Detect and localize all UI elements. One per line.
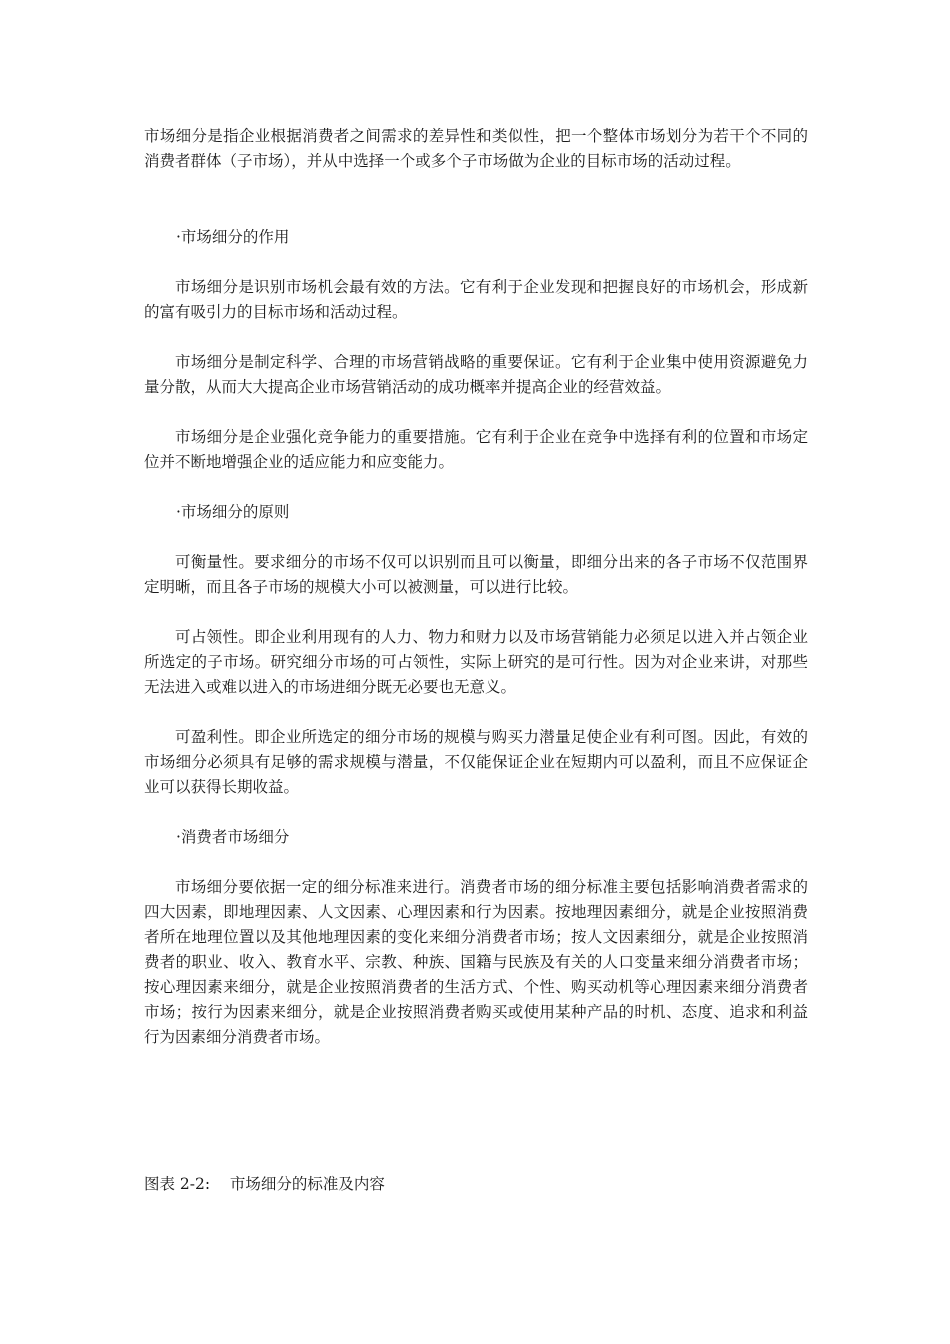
intro-paragraph: 市场细分是指企业根据消费者之间需求的差异性和类似性，把一个整体市场划分为若干个不同的消费者群体（子市场），并从中选择一个或多个子市场做为企业的目标市场的活动过程。 <box>144 127 808 170</box>
principle-paragraph-measurable: 可衡量性。要求细分的市场不仅可以识别而且可以衡量，即细分出来的各子市场不仅范围界定明晰，而且各子市场的规模大小可以被测量，可以进行比较。 <box>144 553 808 596</box>
role-paragraph-1: 市场细分是识别市场机会最有效的方法。它有利于企业发现和把握良好的市场机会，形成新的富有吸引力的目标市场和活动过程。 <box>144 278 808 321</box>
principle-paragraph-profitable: 可盈利性。即企业所选定的细分市场的规模与购买力潜量足使企业有利可图。因此，有效的市场细分必须具有足够的需求规模与潜量，不仅能保证企业在短期内可以盈利，而且不应保证企业可以获得长期收益。 <box>144 728 808 796</box>
role-paragraph-3: 市场细分是企业强化竞争能力的重要措施。它有利于企业在竞争中选择有利的位置和市场定位并不断地增强企业的适应能力和应变能力。 <box>144 428 808 471</box>
role-paragraph-2: 市场细分是制定科学、合理的市场营销战略的重要保证。它有利于企业集中使用资源避免力量分散，从而大大提高企业市场营销活动的成功概率并提高企业的经营效益。 <box>144 353 808 396</box>
consumer-paragraph: 市场细分要依据一定的细分标准来进行。消费者市场的细分标准主要包括影响消费者需求的四大因素，即地理因素、人文因素、心理因素和行为因素。按地理因素细分，就是企业按照消费者所在地理位置以及其他地理因素的变化来细分消费者市场；按人文因素细分，就是企业按照消费者的职业、收入、教育水平、宗教、种族、国籍与民族及有关的人口变量来细分消费者市场；按心理因素来细分，就是企业按照消费者的生活方式、个性、购买动机等心理因素来细分消费者市场；按行为因素来细分，就是企业按照消费者购买或使用某种产品的时机、态度、追求和利益行为因素细分消费者市场。 <box>144 878 808 1046</box>
section-heading-consumer: ·消费者市场细分 <box>176 828 290 846</box>
principle-paragraph-accessible: 可占领性。即企业利用现有的人力、物力和财力以及市场营销能力必须足以进入并占领企业所选定的子市场。研究细分市场的可占领性，实际上研究的是可行性。因为对企业来讲，对那些无法进入或难以进入的市场进细分既无必要也无意义。 <box>144 628 808 696</box>
figure-caption: 图表 2-2: 市场细分的标准及内容 <box>144 1175 385 1193</box>
section-heading-role: ·市场细分的作用 <box>176 228 290 246</box>
section-heading-principles: ·市场细分的原则 <box>176 503 290 521</box>
